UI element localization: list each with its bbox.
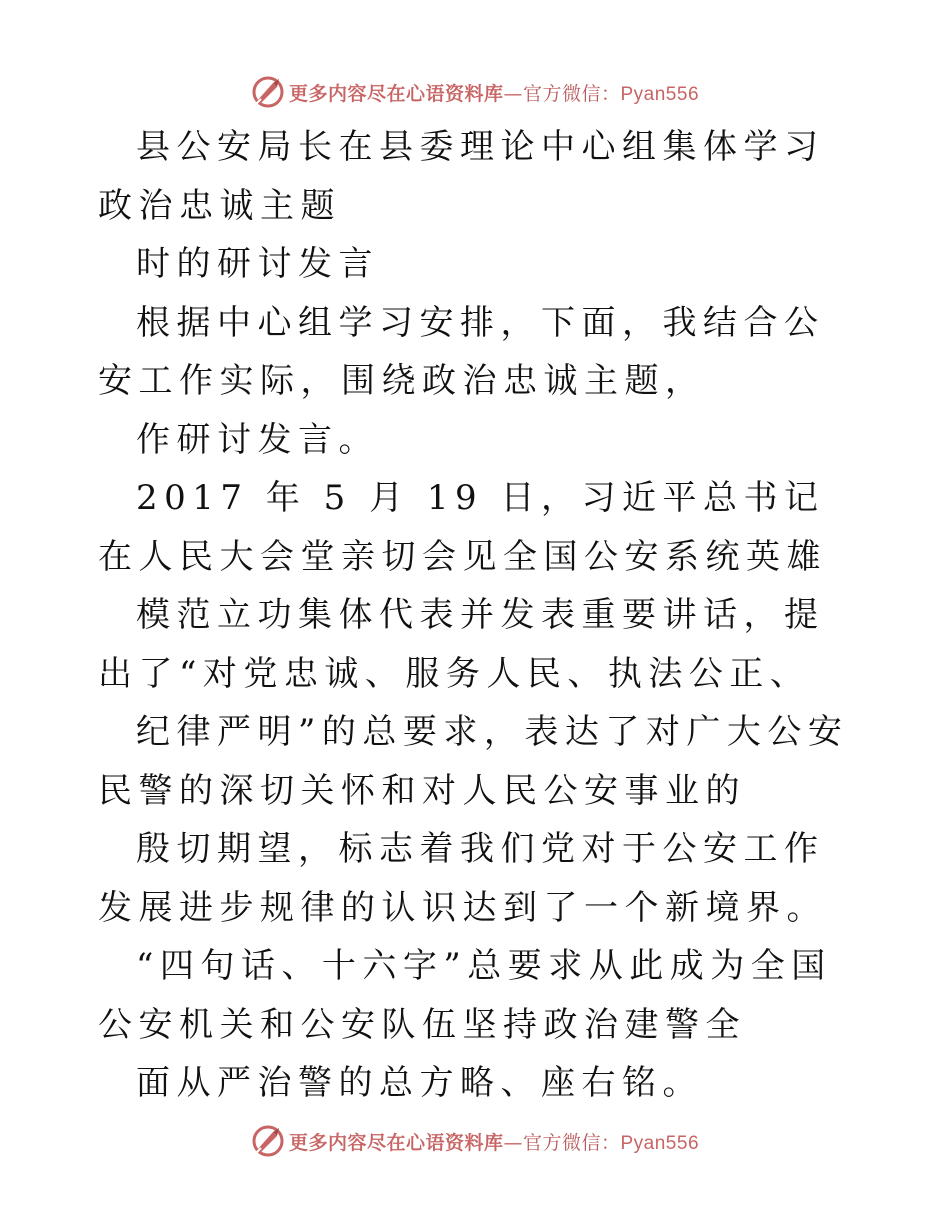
paragraph: 作研讨发言。 xyxy=(136,419,379,460)
footer-banner xyxy=(0,1121,950,1161)
paragraph: 根据中心组学习安排，下面，我结合公安工作实际，围绕政治忠诚主题， xyxy=(98,302,825,401)
paragraph: 面从严治警的总方略、座右铭。 xyxy=(136,1063,703,1103)
banner-dash: — xyxy=(503,82,523,105)
quill-pen-logo-icon xyxy=(251,75,285,109)
banner-brand: 更多内容尽在心语资料库 xyxy=(288,1131,504,1154)
banner-wechat-id: Pyan556 xyxy=(620,83,700,105)
paragraph: 纪律严明”的总要求，表达了对广大公安民警的深切关怀和对人民公安事业的 xyxy=(98,712,849,811)
banner-text xyxy=(289,1128,699,1155)
document-body xyxy=(98,118,858,1113)
paragraph: 2017 年 5 月 19 日，习近平总书记在人民大会堂亲切会见全国公安系统英雄 xyxy=(98,478,827,577)
banner-text xyxy=(289,79,699,106)
banner-wechat-id: Pyan556 xyxy=(620,1132,700,1154)
banner-wechat-label: 官方微信： xyxy=(522,1131,621,1154)
paragraph: 殷切期望，标志着我们党对于公安工作发展进步规律的认识达到了一个新境界。 xyxy=(98,829,827,928)
paragraph: “四句话、十六字”总要求从此成为全国公安机关和公安队伍坚持政治建警全 xyxy=(98,946,832,1045)
paragraph: 县公安局长在县委理论中心组集体学习政治忠诚主题 xyxy=(98,127,825,226)
paragraph: 模范立功集体代表并发表重要讲话，提出了“对党忠诚、服务人民、执法公正、 xyxy=(98,595,825,694)
banner-dash: — xyxy=(503,1131,523,1154)
banner-wechat-label: 官方微信： xyxy=(522,82,621,105)
quill-pen-logo-icon xyxy=(251,1124,285,1158)
paragraph: 时的研讨发言 xyxy=(136,244,379,284)
banner-brand: 更多内容尽在心语资料库 xyxy=(288,82,504,105)
header-banner xyxy=(0,72,950,112)
